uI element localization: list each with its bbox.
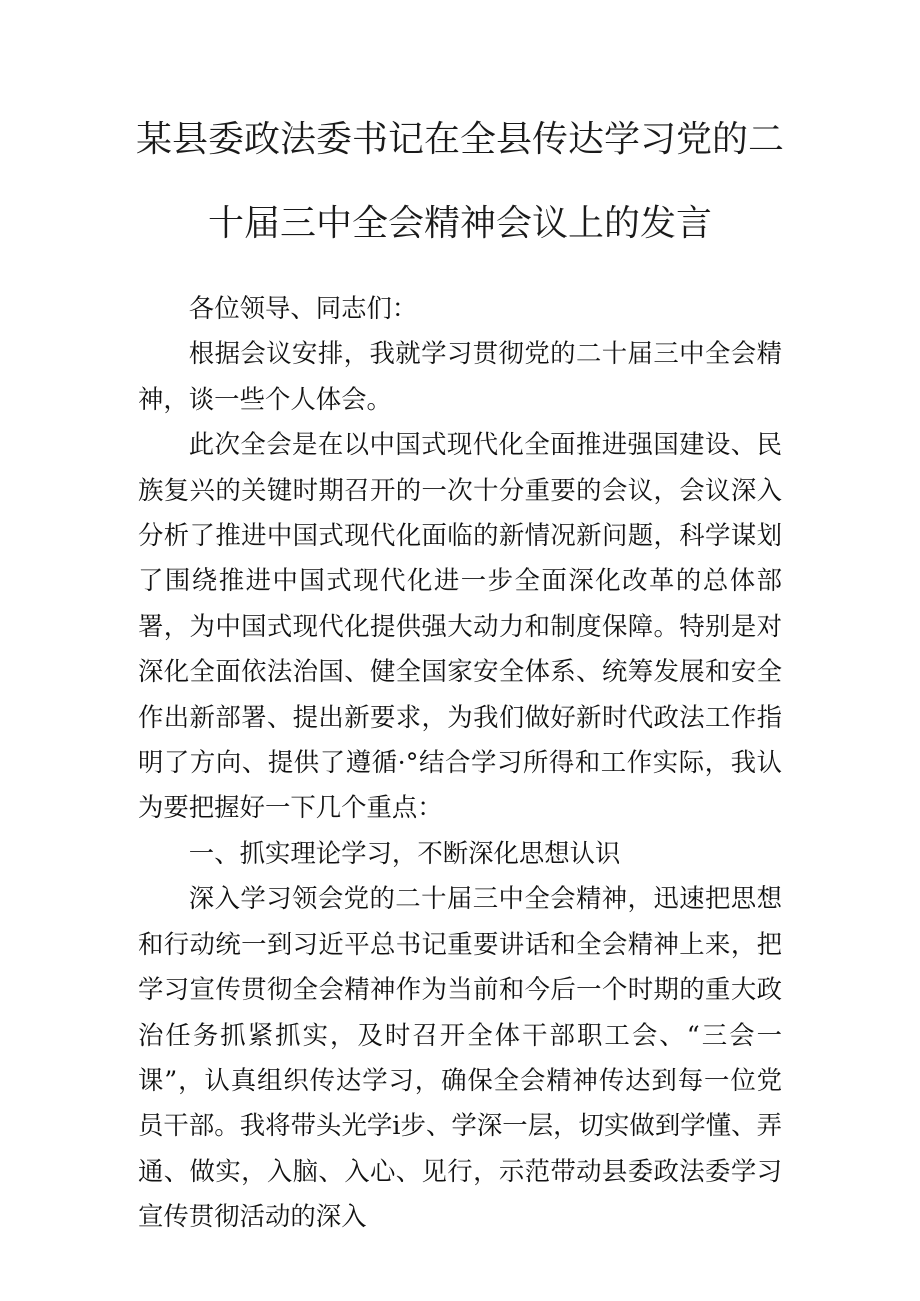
document-title-line-2: 十届三中全会精神会议上的发言 [207,203,712,244]
section-heading-1: 一、抓实理论学习，不断深化思想认识 [188,837,621,868]
salutation: 各位领导、同志们： [188,293,418,323]
paragraph-intro: 根据会议安排，我就学习贯彻党的二十届三中全会精神，谈一些个人体会。 [138,338,782,414]
paragraph-plenum-significance: 此次全会是在以中国式现代化全面推进强国建设、民族复兴的关键时期召开的一次十分重要的会议，会议深入分析了推进中国式现代化面临的新情况新问题，科学谋划了围绕推进中国式现代化进一步全面深化改革的总体部署，为中国式现代化提供强大动力和制度保障。特别是对深化全面依法治国、健全国家安全体系、统筹发展和安全作出新部署、提出新要求，为我们做好新时代政法工作指明了方向、提供了遵循·°结合学习所得和工作实际，我认为要把握好一下几个重点： [138,429,782,823]
document-title-line-1: 某县委政法委书记在全县传达学习党的二 [135,119,784,160]
document-body [138,286,782,1240]
paragraph-theory-study: 深入学习领会党的二十届三中全会精神，迅速把思想和行动统一到习近平总书记重要讲话和全会精神上来，把学习宣传贯彻全会精神作为当前和今后一个时期的重大政治任务抓紧抓实，及时召开全体干部职工会、“三会一课”，认真组织传达学习，确保全会精神传达到每一位党员干部。我将带头光学i步、学深一层，切实做到学懂、弄通、做实，入脑、入心、见行，示范带动县委政法委学习宣传贯彻活动的深入 [138,883,782,1232]
